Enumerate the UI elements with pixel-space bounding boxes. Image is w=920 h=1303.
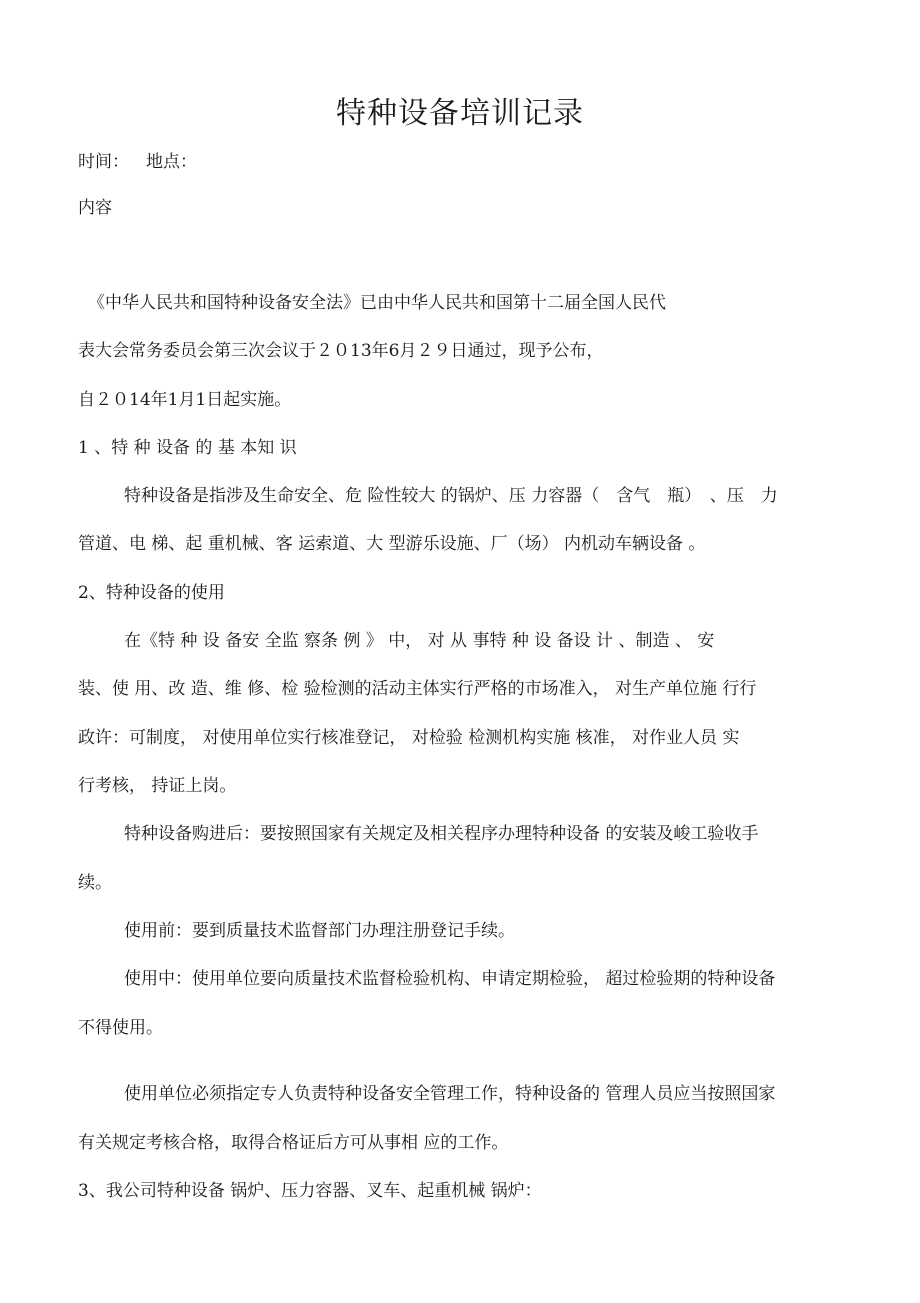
section-heading: 2、特种设备的使用 xyxy=(78,583,225,603)
body-line: 表大会常务委员会第三次会议于２０13年6月２９日通过，现予公布， xyxy=(78,341,604,361)
body-line: 使用中：使用单位要向质量技术监督检验机构、申请定期检验， 超过检验期的特种设备 xyxy=(124,969,776,989)
section-heading: 3、我公司特种设备 锅炉、压力容器、叉车、起重机械 锅炉： xyxy=(78,1181,542,1201)
body-line: 特种设备购进后：要按照国家有关规定及相关程序办理特种设备 的安装及峻工验收手 xyxy=(124,824,759,844)
body-line: 续。 xyxy=(78,873,112,893)
body-line: 行考核， 持证上岗。 xyxy=(78,776,237,796)
content-label: 内容 xyxy=(78,198,112,218)
time-label: 时间： xyxy=(78,152,129,172)
body-line: 《中华人民共和国特种设备安全法》已由中华人民共和国第十二届全国人民代 xyxy=(88,293,666,313)
body-line: 使用单位必须指定专人负责特种设备安全管理工作，特种设备的 管理人员应当按照国家 xyxy=(124,1084,776,1104)
document-title: 特种设备培训记录 xyxy=(336,96,584,131)
body-line: 管道、电 梯、起 重机械、客 运索道、大 型游乐设施、厂（场） 内机动车辆设备 。 xyxy=(78,534,706,554)
section-heading: 1 、特 种 设备 的 基 本知 识 xyxy=(78,438,297,458)
body-line: 自２０14年1月1日起实施。 xyxy=(78,390,292,410)
body-line: 不得使用。 xyxy=(78,1018,163,1038)
body-line: 装、使 用、改 造、维 修、检 验检测的活动主体实行严格的市场准入， 对生产单位施 行行 xyxy=(78,679,757,699)
body-line: 特种设备是指涉及生命安全、危 险性较大 的锅炉、压 力容器（ 含气 瓶） 、压 力 xyxy=(124,486,778,506)
body-line: 使用前：要到质量技术监督部门办理注册登记手续。 xyxy=(124,921,515,941)
body-line: 有关规定考核合格，取得合格证后方可从事相 应的工作。 xyxy=(78,1133,509,1153)
body-line: 政许：可制度， 对使用单位实行核准登记， 对检验 检测机构实施 核准， 对作业人员 实 xyxy=(78,728,740,748)
body-line: 在《特 种 设 备安 全监 察条 例 》 中， 对 从 事特 种 设 备设 计 、制造 、 安 xyxy=(124,631,715,651)
place-label: 地点： xyxy=(146,152,197,172)
